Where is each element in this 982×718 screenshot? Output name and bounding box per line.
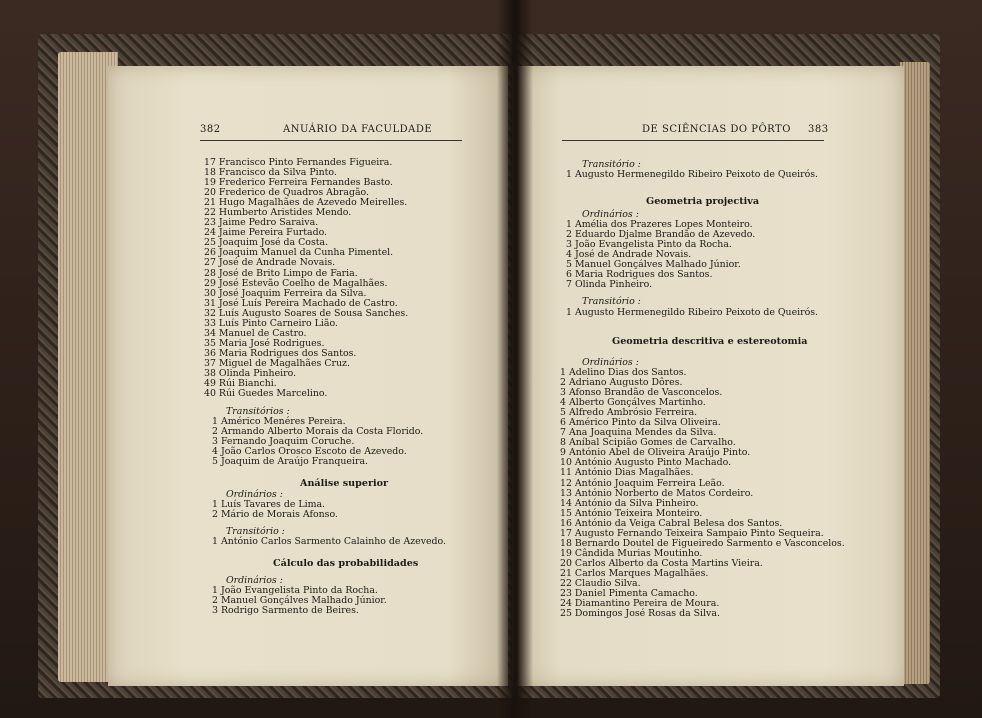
list-item: 36 Maria Rodrigues dos Santos. [204,347,357,359]
list-item: 1 João Evangelista Pinto da Rocha. [212,585,378,596]
list-item: 13 António Norberto de Matos Cordeiro. [560,487,754,499]
list-item: 5 Alfredo Ambrósio Ferreira. [560,407,698,419]
list-item: 22 Humberto Aristides Mendo. [204,207,352,219]
left-page [108,66,508,686]
left-page-number: 382 [200,124,221,135]
list-item: 9 António Abel de Oliveira Araújo Pinto. [560,447,751,459]
list-item: 24 Jaime Pereira Furtado. [204,227,328,239]
right-section2-ordinarios-label: Ordinários : [582,357,639,368]
left-transitorios-list [212,417,423,467]
list-item: 2 Eduardo Djalme Brandão de Azevedo. [566,229,756,241]
list-item: 2 Adriano Augusto Dôres. [560,377,683,389]
book-gutter [497,0,533,718]
list-item: 21 Carlos Marques Magalhães. [560,567,709,579]
left-head-rule [200,140,462,141]
right-section1-title: Geometria projectiva [646,196,760,207]
list-item: 2 Armando Alberto Morais da Costa Florido. [212,426,424,438]
left-section1-title: Análise superior [300,478,389,489]
list-item: 20 Carlos Alberto da Costa Martins Vieira. [560,557,763,569]
list-item: 23 Jaime Pedro Saraiva. [204,217,319,229]
list-item: 35 Maria José Rodrigues. [204,337,325,349]
list-item: 10 António Augusto Pinto Machado. [560,457,732,469]
list-item: 16 António da Veiga Cabral Belesa dos Santos. [560,517,783,529]
left-running-head: ANUÁRIO DA FACULDADE [283,124,433,135]
list-item: 14 António da Silva Pinheiro. [560,497,699,509]
list-item: 27 José de Andrade Novais. [204,257,336,269]
list-item: 2 Manuel Gonçálves Malhado Júnior. [212,595,387,607]
right-section1-transitorio [566,308,818,318]
left-section2-ordinarios [212,586,387,616]
list-item: 8 Aníbal Scipião Gomes de Carvalho. [560,437,736,449]
list-item: 29 José Estevão Coelho de Magalhães. [204,277,388,289]
list-item: 34 Manuel de Castro. [204,327,307,339]
list-item: 5 Joaquim de Araújo Franqueira. [212,456,369,468]
list-item: 31 José Luís Pereira Machado de Castro. [204,297,398,309]
list-item: 30 José Joaquim Ferreira da Silva. [204,287,367,299]
list-item: 12 António Joaquim Ferreira Leão. [560,477,725,489]
list-item: 19 Cândida Murias Moutinho. [560,547,703,559]
list-item: 4 João Carlos Orosco Escoto de Azevedo. [212,446,407,458]
list-item: 3 João Evangelista Pinto da Rocha. [566,239,732,251]
list-item: 22 Claudio Silva. [560,577,641,589]
page-edges-right [900,62,930,684]
right-section1-transitorio-label: Transitório : [582,296,641,307]
right-top-transitorio [566,170,818,180]
list-item: 25 Domingos José Rosas da Silva. [560,608,720,620]
list-item: 17 Augusto Fernando Teixeira Sampaio Pinto Sequeira. [560,527,824,539]
list-item: 1 Adelino Dias dos Santos. [560,367,687,378]
list-item: 21 Hugo Magalhães de Azevedo Meirelles. [204,197,408,209]
list-item: 20 Frederico de Quadros Abragão. [204,187,370,199]
list-item: 3 Afonso Brandão de Vasconcelos. [560,387,723,399]
right-page [512,66,904,686]
left-section2-ordinarios-label: Ordinários : [226,575,283,586]
list-item: 49 Rúi Bianchi. [204,378,277,390]
list-item: 4 José de Andrade Novais. [566,249,692,261]
list-item: 6 Maria Rodrigues dos Santos. [566,269,713,281]
right-section2-ordinarios [560,368,845,619]
list-item: 11 António Dias Magalhães. [560,467,694,479]
list-item: 23 Daniel Pimenta Camacho. [560,588,698,600]
list-item: 18 Francisco da Silva Pinto. [204,167,337,179]
list-item: 40 Rúi Guedes Marcelino. [204,388,328,400]
right-section2-title: Geometria descritiva e estereotomia [612,336,808,347]
right-section1-ordinarios [566,220,755,290]
left-section2-title: Cálculo das probabilidades [273,558,419,569]
list-item: 1 António Carlos Sarmento Calainho de Azevedo. [212,536,447,547]
left-section1-transitorio-label: Transitório : [226,526,285,537]
list-item: 6 Américo Pinto da Silva Oliveira. [560,417,721,429]
right-page-number: 383 [808,124,829,135]
list-item: 1 Luís Tavares de Lima. [212,499,326,510]
list-item: 5 Manuel Gonçálves Malhado Júnior. [566,259,741,271]
list-item: 7 Ana Joaquina Mendes da Silva. [560,427,717,439]
right-head-rule [562,140,824,141]
list-item: 28 José de Brito Limpo de Faria. [204,267,358,279]
left-section1-ordinarios-label: Ordinários : [226,489,283,500]
list-item: 24 Diamantino Pereira de Moura. [560,598,720,610]
list-item: 33 Luís Pinto Carneiro Lião. [204,317,338,329]
right-running-head: DE SCIÊNCIAS DO PÔRTO [642,124,791,135]
list-item: 3 Rodrigo Sarmento de Beires. [212,605,359,617]
list-item: 37 Miguel de Magalhães Cruz. [204,357,350,369]
list-item: 19 Frederico Ferreira Fernandes Basto. [204,177,393,189]
right-top-transitorio-label: Transitório : [582,159,641,170]
list-item: 17 Francisco Pinto Fernandes Figueira. [204,157,393,168]
right-section1-ordinarios-label: Ordinários : [582,209,639,220]
list-item: 15 António Teixeira Monteiro. [560,507,703,519]
left-list-a [204,158,408,399]
list-item: 2 Mário de Morais Afonso. [212,509,338,521]
left-section1-transitorio [212,537,446,547]
list-item: 7 Olinda Pinheiro. [566,279,653,291]
list-item: 1 Américo Menéres Pereira. [212,416,346,427]
list-item: 4 Alberto Gonçálves Martinho. [560,397,706,409]
list-item: 1 Amélia dos Prazeres Lopes Monteiro. [566,219,753,230]
list-item: 32 Luís Augusto Soares de Sousa Sanches. [204,307,409,319]
list-item: 38 Olinda Pinheiro. [204,367,297,379]
list-item: 25 Joaquim José da Costa. [204,237,329,249]
list-item: 26 Joaquim Manuel da Cunha Pimentel. [204,247,394,259]
left-transitorios-label: Transitórios : [226,406,290,417]
list-item: 1 Augusto Hermenegildo Ribeiro Peixoto de Queirós. [566,169,819,180]
list-item: 18 Bernardo Doutel de Figueiredo Sarmento e Vasconcelos. [560,537,845,549]
left-section1-ordinarios [212,500,338,520]
list-item: 3 Fernando Joaquim Coruche. [212,436,355,448]
list-item: 1 Augusto Hermenegildo Ribeiro Peixoto de Queirós. [566,307,819,318]
